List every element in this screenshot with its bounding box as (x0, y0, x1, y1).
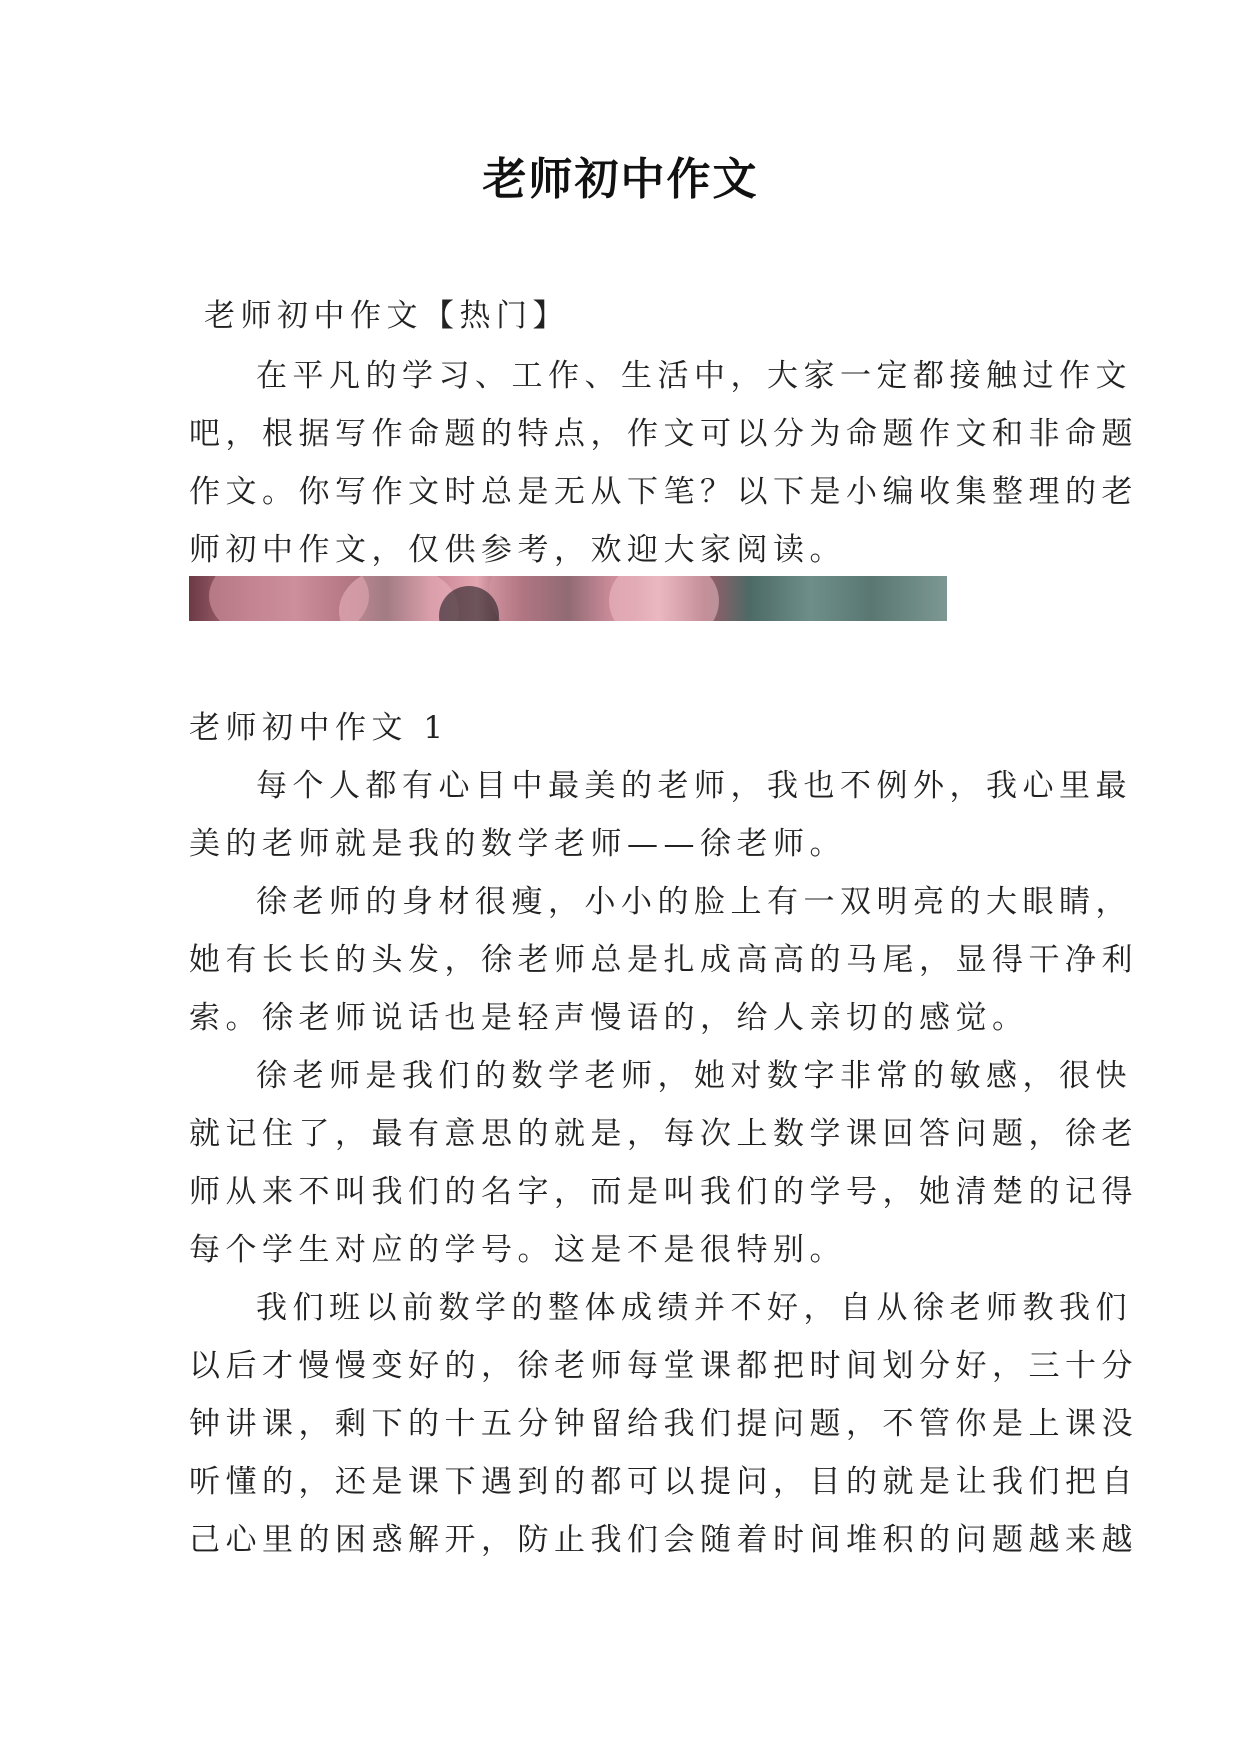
section-heading: 老师初中作文 1 (189, 710, 449, 746)
body-line: 美的老师就是我的数学老师——徐老师。 (189, 826, 846, 862)
body-line: 己心里的困惑解开，防止我们会随着时间堆积的问题越来越 (189, 1522, 1138, 1558)
body-line: 听懂的，还是课下遇到的都可以提问，目的就是让我们把自 (189, 1464, 1138, 1500)
body-line: 每个学生对应的学号。这是不是很特别。 (189, 1232, 846, 1268)
intro-line: 师初中作文，仅供参考，欢迎大家阅读。 (189, 532, 846, 568)
body-line: 钟讲课，剩下的十五分钟留给我们提问题，不管你是上课没 (189, 1406, 1138, 1442)
body-line: 徐老师是我们的数学老师，她对数字非常的敏感，很快 (256, 1058, 1132, 1094)
document-subtitle: 老师初中作文【热门】 (204, 298, 569, 334)
intro-line: 吧，根据写作命题的特点，作文可以分为命题作文和非命题 (189, 416, 1138, 452)
body-line: 索。徐老师说话也是轻声慢语的，给人亲切的感觉。 (189, 1000, 1029, 1036)
body-line: 我们班以前数学的整体成绩并不好，自从徐老师教我们 (256, 1290, 1132, 1326)
document-title: 老师初中作文 (482, 154, 759, 205)
intro-line: 作文。你写作文时总是无从下笔？以下是小编收集整理的老 (189, 474, 1138, 510)
body-line: 以后才慢慢变好的，徐老师每堂课都把时间划分好，三十分 (189, 1348, 1138, 1384)
body-line: 她有长长的头发，徐老师总是扎成高高的马尾，显得干净利 (189, 942, 1138, 978)
body-line: 每个人都有心目中最美的老师，我也不例外，我心里最 (256, 768, 1132, 804)
body-line: 徐老师的身材很瘦，小小的脸上有一双明亮的大眼睛， (256, 884, 1132, 920)
body-line: 就记住了，最有意思的就是，每次上数学课回答问题，徐老 (189, 1116, 1138, 1152)
intro-line: 在平凡的学习、工作、生活中，大家一定都接触过作文 (256, 358, 1132, 394)
cropped-photo-banner (189, 576, 947, 621)
body-line: 师从来不叫我们的名字，而是叫我们的学号，她清楚的记得 (189, 1174, 1138, 1210)
